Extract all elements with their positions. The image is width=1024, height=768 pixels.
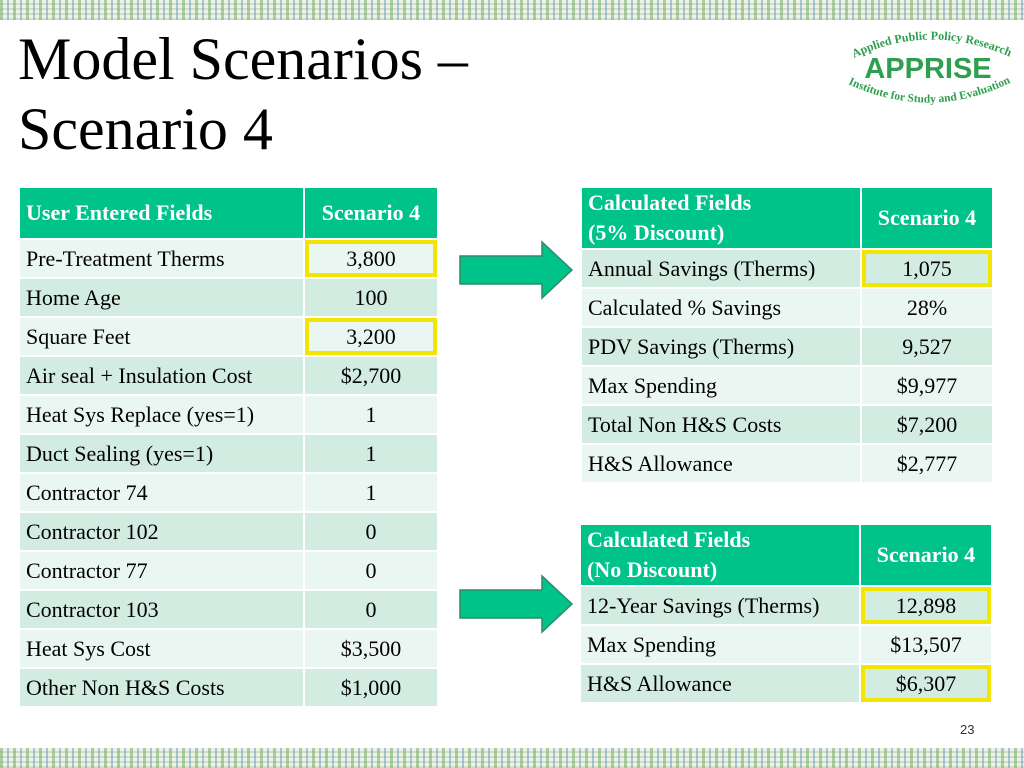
table-row <box>20 591 437 628</box>
row-value: 0 <box>305 591 437 628</box>
column-header-field <box>582 188 860 248</box>
row-label: Pre-Treatment Therms <box>20 240 303 277</box>
slide-title-line2: Scenario 4 <box>18 96 273 162</box>
apprise-logo <box>840 26 1016 116</box>
table-row <box>20 552 437 589</box>
row-value: $1,000 <box>305 669 437 706</box>
row-label: H&S Allowance <box>581 665 859 702</box>
calculated-fields-discount-table <box>580 186 994 484</box>
table-header-row <box>582 188 992 248</box>
row-label: Contractor 74 <box>20 474 303 511</box>
row-label: 12-Year Savings (Therms) <box>581 587 859 624</box>
row-value: 1 <box>305 435 437 472</box>
row-value-highlighted: $6,307 <box>861 665 991 702</box>
row-value: 0 <box>305 513 437 550</box>
header-line2: (No Discount) <box>587 557 718 582</box>
row-value: $9,977 <box>862 367 992 404</box>
table-row <box>581 587 991 624</box>
row-value: $7,200 <box>862 406 992 443</box>
row-value-highlighted: 3,200 <box>305 318 437 355</box>
row-label: Total Non H&S Costs <box>582 406 860 443</box>
logo-main-text: APPRISE <box>864 53 992 85</box>
logo-bottom-text: Institute for Study and Evaluation <box>846 74 1013 106</box>
row-label: Home Age <box>20 279 303 316</box>
row-label: Contractor 103 <box>20 591 303 628</box>
decorative-top-band <box>0 0 1024 20</box>
table-row <box>20 240 437 277</box>
row-label: PDV Savings (Therms) <box>582 328 860 365</box>
table-row <box>582 289 992 326</box>
row-value: 9,527 <box>862 328 992 365</box>
table-row <box>581 626 991 663</box>
slide-title <box>18 24 718 164</box>
row-label: Contractor 102 <box>20 513 303 550</box>
page-number: 23 <box>960 722 975 737</box>
row-label: Square Feet <box>20 318 303 355</box>
row-label: Max Spending <box>581 626 859 663</box>
row-label: Duct Sealing (yes=1) <box>20 435 303 472</box>
table-row <box>582 250 992 287</box>
row-value: 1 <box>305 396 437 433</box>
table-row <box>20 318 437 355</box>
row-value: 28% <box>862 289 992 326</box>
right-arrow-icon <box>458 574 574 634</box>
row-value: 100 <box>305 279 437 316</box>
row-label: Heat Sys Cost <box>20 630 303 667</box>
row-value-highlighted: 1,075 <box>862 250 992 287</box>
row-label: Heat Sys Replace (yes=1) <box>20 396 303 433</box>
table-row <box>20 630 437 667</box>
table-row <box>20 357 437 394</box>
column-header-scenario: Scenario 4 <box>305 188 437 238</box>
row-value-highlighted: 3,800 <box>305 240 437 277</box>
table-row <box>582 445 992 482</box>
table-row <box>582 367 992 404</box>
row-value: $13,507 <box>861 626 991 663</box>
table-row <box>581 665 991 702</box>
row-label: Max Spending <box>582 367 860 404</box>
row-value-highlighted: 12,898 <box>861 587 991 624</box>
row-value: 1 <box>305 474 437 511</box>
table-row <box>20 279 437 316</box>
table-row <box>20 513 437 550</box>
table-header-row <box>581 525 991 585</box>
row-label: H&S Allowance <box>582 445 860 482</box>
table-row <box>582 328 992 365</box>
row-label: Air seal + Insulation Cost <box>20 357 303 394</box>
right-arrow-icon <box>458 240 574 300</box>
header-line1: Calculated Fields <box>587 527 751 552</box>
calculated-fields-no-discount-table <box>579 523 993 704</box>
row-value: 0 <box>305 552 437 589</box>
row-label: Calculated % Savings <box>582 289 860 326</box>
decorative-bottom-band <box>0 748 1024 768</box>
table-row <box>582 406 992 443</box>
row-label: Contractor 77 <box>20 552 303 589</box>
header-line2: (5% Discount) <box>588 220 725 245</box>
slide-title-line1: Model Scenarios – <box>18 26 468 92</box>
column-header-scenario: Scenario 4 <box>862 188 992 248</box>
table-row <box>20 474 437 511</box>
user-entered-fields-table <box>18 186 439 708</box>
column-header-scenario: Scenario 4 <box>861 525 991 585</box>
table-row <box>20 396 437 433</box>
row-value: $3,500 <box>305 630 437 667</box>
row-label: Other Non H&S Costs <box>20 669 303 706</box>
row-value: $2,700 <box>305 357 437 394</box>
header-line1: Calculated Fields <box>588 190 752 215</box>
column-header-field <box>581 525 859 585</box>
table-row <box>20 669 437 706</box>
column-header-field: User Entered Fields <box>20 188 303 238</box>
table-row <box>20 435 437 472</box>
row-label: Annual Savings (Therms) <box>582 250 860 287</box>
row-value: $2,777 <box>862 445 992 482</box>
table-header-row <box>20 188 437 238</box>
logo-top-text: Applied Public Policy Research <box>849 28 1014 61</box>
